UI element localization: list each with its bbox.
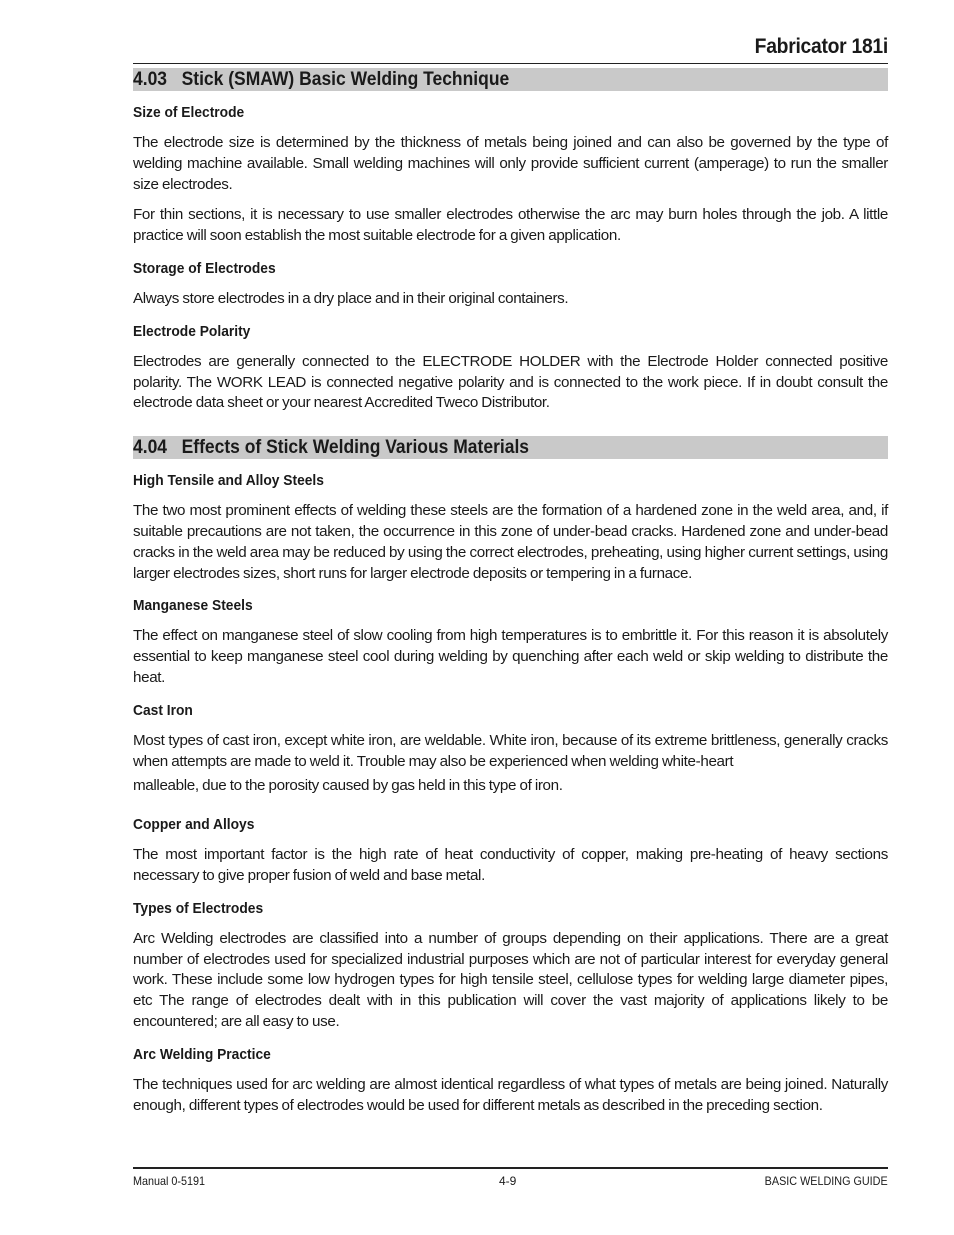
section-heading-4-03 [133,68,888,91]
paragraph-types-1: Arc Welding electrodes are classified into a number of groups depending on their applications. There are a great number of electrodes used for specialized industrial purposes which are not of particular interest for everyday general work. These include some low hydrogen types for high tensile steel, cellulose types for welding large diameter pipes, etc The range of electrodes dealt with in this publication will cover the vast majority of applications likely to be encountered; are all easy to use. [133,929,888,1030]
section-heading-4-04 [133,436,888,459]
subheading-electrode-polarity: Electrode Polarity [133,322,251,340]
paragraph-polarity-1: Electrodes are generally connected to the ELECTRODE HOLDER with the Electrode Holder connected positive polarity. The WORK LEAD is connected negative polarity and is connected to the work piece. If in doubt consult the electrode data sheet or your nearest Accredited Tweco Distributor. [133,352,888,412]
paragraph-storage-1: Always store electrodes in a dry place and in their original containers. [133,289,569,307]
subheading-high-tensile-steels: High Tensile and Alloy Steels [133,472,324,490]
paragraph-size-1: The electrode size is determined by the thickness of metals being joined and can also be governed by the type of welding machine available. Small welding machines will only provide sufficient current (amperage) to run the smaller size electrodes. [133,134,888,193]
page-footer [133,1167,888,1188]
page-content [133,34,888,1116]
footer-rule [133,1167,888,1169]
paragraph-size-2: For thin sections, it is necessary to use smaller electrodes otherwise the arc may burn holes through the job. A little practice will soon establish the most suitable electrode for a given application. [133,206,888,245]
subheading-storage-of-electrodes: Storage of Electrodes [133,259,276,277]
footer-manual-number [133,1174,213,1188]
paragraph-copper-1: The most important factor is the high rate of heat conductivity of copper, making pre-heating of heavy sections necessary to give proper fusion of weld and base metal. [133,846,888,884]
section-heading-4-03-text: 4.03 Stick (SMAW) Basic Welding Technique [133,69,510,90]
paragraph-cast-iron-2: malleable, due to the porosity caused by gas held in this type of iron. [133,777,563,795]
footer-guide-name [751,1174,888,1188]
subheading-types-of-electrodes: Types of Electrodes [133,899,264,917]
footer-guide-text: BASIC WELDING GUIDE [764,1174,888,1188]
paragraph-manganese-1: The effect on manganese steel of slow cooling from high temperatures is to embrittle it. For this reason it is absolutely essential to keep manganese steel cool during welding by quenching after each weld or skip welding to distribute the heat. [133,627,888,686]
section-heading-4-04-text: 4.04 Effects of Stick Welding Various Materials [133,437,530,459]
paragraph-cast-iron-1: Most types of cast iron, except white iron, are weldable. White iron, because of its extreme brittleness, generally cracks when attempts are made to weld it. Trouble may also be experienced when welding white-heart [133,731,888,770]
header-rule [133,63,888,64]
footer-page-number: 4-9 [499,1174,517,1188]
paragraph-high-tensile-1: The two most prominent effects of welding these steels are the formation of a hardened zone in the weld area, and, if suitable precautions are not taken, the occurrence in this zone of under-bead cracks. Hardened zone and under-bead cracks in the weld area may be reduced by using the correct electrodes, preheating, using higher current settings, using larger electrodes sizes, short runs for larger electrode deposits or tempering in a furnace. [133,502,888,582]
subheading-cast-iron: Cast Iron [133,701,193,719]
subheading-arc-welding-practice: Arc Welding Practice [133,1045,271,1063]
subheading-copper-alloys: Copper and Alloys [133,816,255,834]
document-title: Fabricator 181i [754,35,888,58]
footer-manual-text: Manual 0-5191 [133,1174,206,1188]
paragraph-practice-1: The techniques used for arc welding are almost identical regardless of what types of metals are being joined. Naturally enough, different types of electrodes would be used for different metals as described in the preceding section. [133,1075,888,1114]
subheading-size-of-electrode: Size of Electrode [133,104,245,121]
subheading-manganese-steels: Manganese Steels [133,597,253,615]
